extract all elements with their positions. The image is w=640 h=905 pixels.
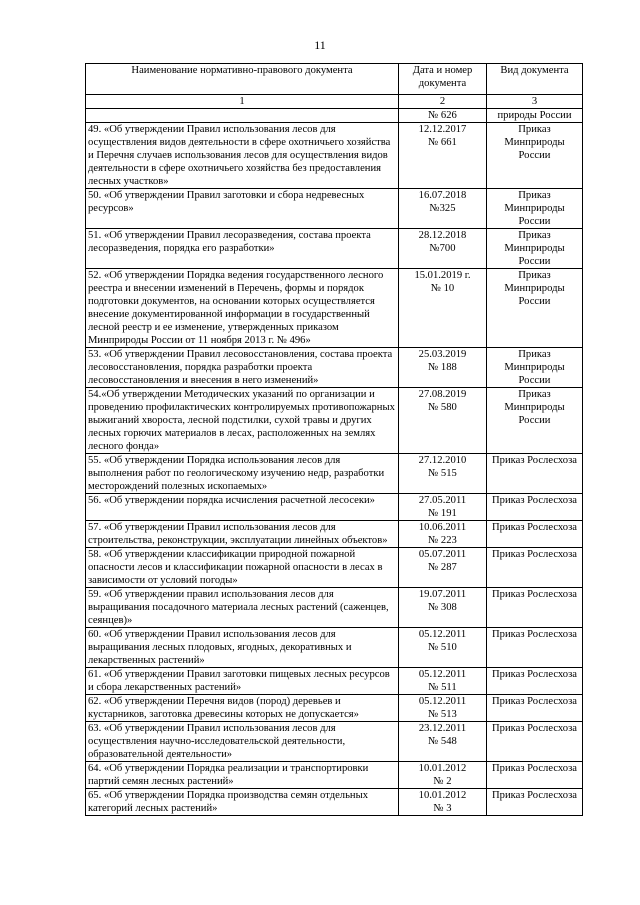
document-kind-cell: Приказ Минприроды России — [487, 123, 583, 189]
document-date-cell: 10.06.2011 № 223 — [399, 521, 487, 548]
document-name-cell: 53. «Об утверждении Правил лесовосстановления, состава проекта лесовосстановления, порядка разработки проекта лесовосстановления и внесения в него изменений» — [86, 348, 399, 388]
document-date-cell: 27.08.2019 № 580 — [399, 388, 487, 454]
table-header-row — [86, 64, 583, 95]
document-name-cell: 49. «Об утверждении Правил использования лесов для осуществления видов деятельности в сфере охотничьего хозяйства и Перечня случаев использования лесов для осуществления видов деятельности в сфере охотничьего хозяйства без предоставления лесных участков» — [86, 123, 399, 189]
table-row — [86, 628, 583, 668]
document-name-cell: 63. «Об утверждении Правил использования лесов для осуществления научно-исследовательской деятельности, образовательной деятельности» — [86, 722, 399, 762]
document-date-cell: 05.12.2011 № 510 — [399, 628, 487, 668]
document-date-cell: 25.03.2019 № 188 — [399, 348, 487, 388]
document-kind-cell: Приказ Рослесхоза — [487, 588, 583, 628]
document-name-cell: 64. «Об утверждении Порядка реализации и транспортировки партий семян лесных растений» — [86, 762, 399, 789]
table-row — [86, 269, 583, 348]
document-kind-cell: природы России — [487, 109, 583, 123]
document-kind-cell: Приказ Рослесхоза — [487, 762, 583, 789]
document-name-cell — [86, 109, 399, 123]
document-date-cell: 05.12.2011 № 513 — [399, 695, 487, 722]
document-name-cell: 56. «Об утверждении порядка исчисления расчетной лесосеки» — [86, 494, 399, 521]
column-number-1: 1 — [86, 95, 399, 109]
header-kind: Вид документа — [487, 64, 583, 95]
document-kind-cell: Приказ Рослесхоза — [487, 521, 583, 548]
table-row — [86, 722, 583, 762]
document-name-cell: 65. «Об утверждении Порядка производства семян отдельных категорий лесных растений» — [86, 789, 399, 816]
document-kind-cell: Приказ Рослесхоза — [487, 454, 583, 494]
document-date-cell: 19.07.2011 № 308 — [399, 588, 487, 628]
document-date-cell: 27.12.2010 № 515 — [399, 454, 487, 494]
table-row — [86, 189, 583, 229]
table-row — [86, 109, 583, 123]
header-date: Дата и номер документа — [399, 64, 487, 95]
document-kind-cell: Приказ Рослесхоза — [487, 722, 583, 762]
table-row — [86, 388, 583, 454]
document-kind-cell: Приказ Рослесхоза — [487, 548, 583, 588]
document-kind-cell: Приказ Рослесхоза — [487, 494, 583, 521]
document-date-cell: 05.12.2011 № 511 — [399, 668, 487, 695]
document-name-cell: 58. «Об утверждении классификации природной пожарной опасности лесов и классификации пожарной опасности в лесах в зависимости от условий погоды» — [86, 548, 399, 588]
document-kind-cell: Приказ Минприроды России — [487, 229, 583, 269]
table-row — [86, 668, 583, 695]
documents-table — [85, 63, 583, 816]
document-date-cell: № 626 — [399, 109, 487, 123]
table-row — [86, 494, 583, 521]
document-date-cell: 12.12.2017 № 661 — [399, 123, 487, 189]
table-row — [86, 789, 583, 816]
document-kind-cell: Приказ Рослесхоза — [487, 628, 583, 668]
document-date-cell: 15.01.2019 г. № 10 — [399, 269, 487, 348]
document-date-cell: 10.01.2012 № 3 — [399, 789, 487, 816]
page-number: 11 — [314, 38, 326, 52]
document-date-cell: 16.07.2018 №325 — [399, 189, 487, 229]
document-name-cell: 52. «Об утверждении Порядка ведения государственного лесного реестра и внесении изменений в Перечень, формы и порядок подготовки документов, на основании которых осуществляется внесение документированной информации в государственный лесной реестр и ее изменение, утвержденных приказом Минприроды России от 11 ноября 2013 г. № 496» — [86, 269, 399, 348]
document-kind-cell: Приказ Рослесхоза — [487, 789, 583, 816]
table-row — [86, 348, 583, 388]
document-date-cell: 10.01.2012 № 2 — [399, 762, 487, 789]
table-row — [86, 229, 583, 269]
document-date-cell: 05.07.2011 № 287 — [399, 548, 487, 588]
document-kind-cell: Приказ Минприроды России — [487, 348, 583, 388]
document-date-cell: 27.05.2011 № 191 — [399, 494, 487, 521]
table-row — [86, 548, 583, 588]
document-name-cell: 57. «Об утверждении Правил использования лесов для строительства, реконструкции, эксплуатации линейных объектов» — [86, 521, 399, 548]
header-name: Наименование нормативно-правового документа — [86, 64, 399, 95]
document-date-cell: 23.12.2011 № 548 — [399, 722, 487, 762]
document-name-cell: 59. «Об утверждении правил использования лесов для выращивания посадочного материала лесных растений (саженцев, сеянцев)» — [86, 588, 399, 628]
table-row — [86, 123, 583, 189]
document-kind-cell: Приказ Минприроды России — [487, 269, 583, 348]
column-numbers-row — [86, 95, 583, 109]
document-kind-cell: Приказ Минприроды России — [487, 189, 583, 229]
table-body — [86, 109, 583, 816]
document-name-cell: 55. «Об утверждении Порядка использования лесов для выполнения работ по геологическому изучению недр, разработки месторождений полезных ископаемых» — [86, 454, 399, 494]
document-name-cell: 51. «Об утверждении Правил лесоразведения, состава проекта лесоразведения, порядка его разработки» — [86, 229, 399, 269]
document-date-cell: 28.12.2018 №700 — [399, 229, 487, 269]
document-name-cell: 50. «Об утверждении Правил заготовки и сбора недревесных ресурсов» — [86, 189, 399, 229]
table-row — [86, 695, 583, 722]
document-kind-cell: Приказ Минприроды России — [487, 388, 583, 454]
table-row — [86, 521, 583, 548]
table-row — [86, 762, 583, 789]
column-number-2: 2 — [399, 95, 487, 109]
table-row — [86, 588, 583, 628]
document-name-cell: 62. «Об утверждении Перечня видов (пород) деревьев и кустарников, заготовка древесины которых не допускается» — [86, 695, 399, 722]
document-kind-cell: Приказ Рослесхоза — [487, 695, 583, 722]
column-number-3: 3 — [487, 95, 583, 109]
document-kind-cell: Приказ Рослесхоза — [487, 668, 583, 695]
document-name-cell: 60. «Об утверждении Правил использования лесов для выращивания лесных плодовых, ягодных, декоративных и лекарственных растений» — [86, 628, 399, 668]
document-name-cell: 54.«Об утверждении Методических указаний по организации и проведению профилактических контролируемых противопожарных выжиганий хвороста, лесной подстилки, сухой травы и других лесных горючих материалов в лесах, расположенных на землях лесного фонда» — [86, 388, 399, 454]
document-name-cell: 61. «Об утверждении Правил заготовки пищевых лесных ресурсов и сбора лекарственных растений» — [86, 668, 399, 695]
table-row — [86, 454, 583, 494]
